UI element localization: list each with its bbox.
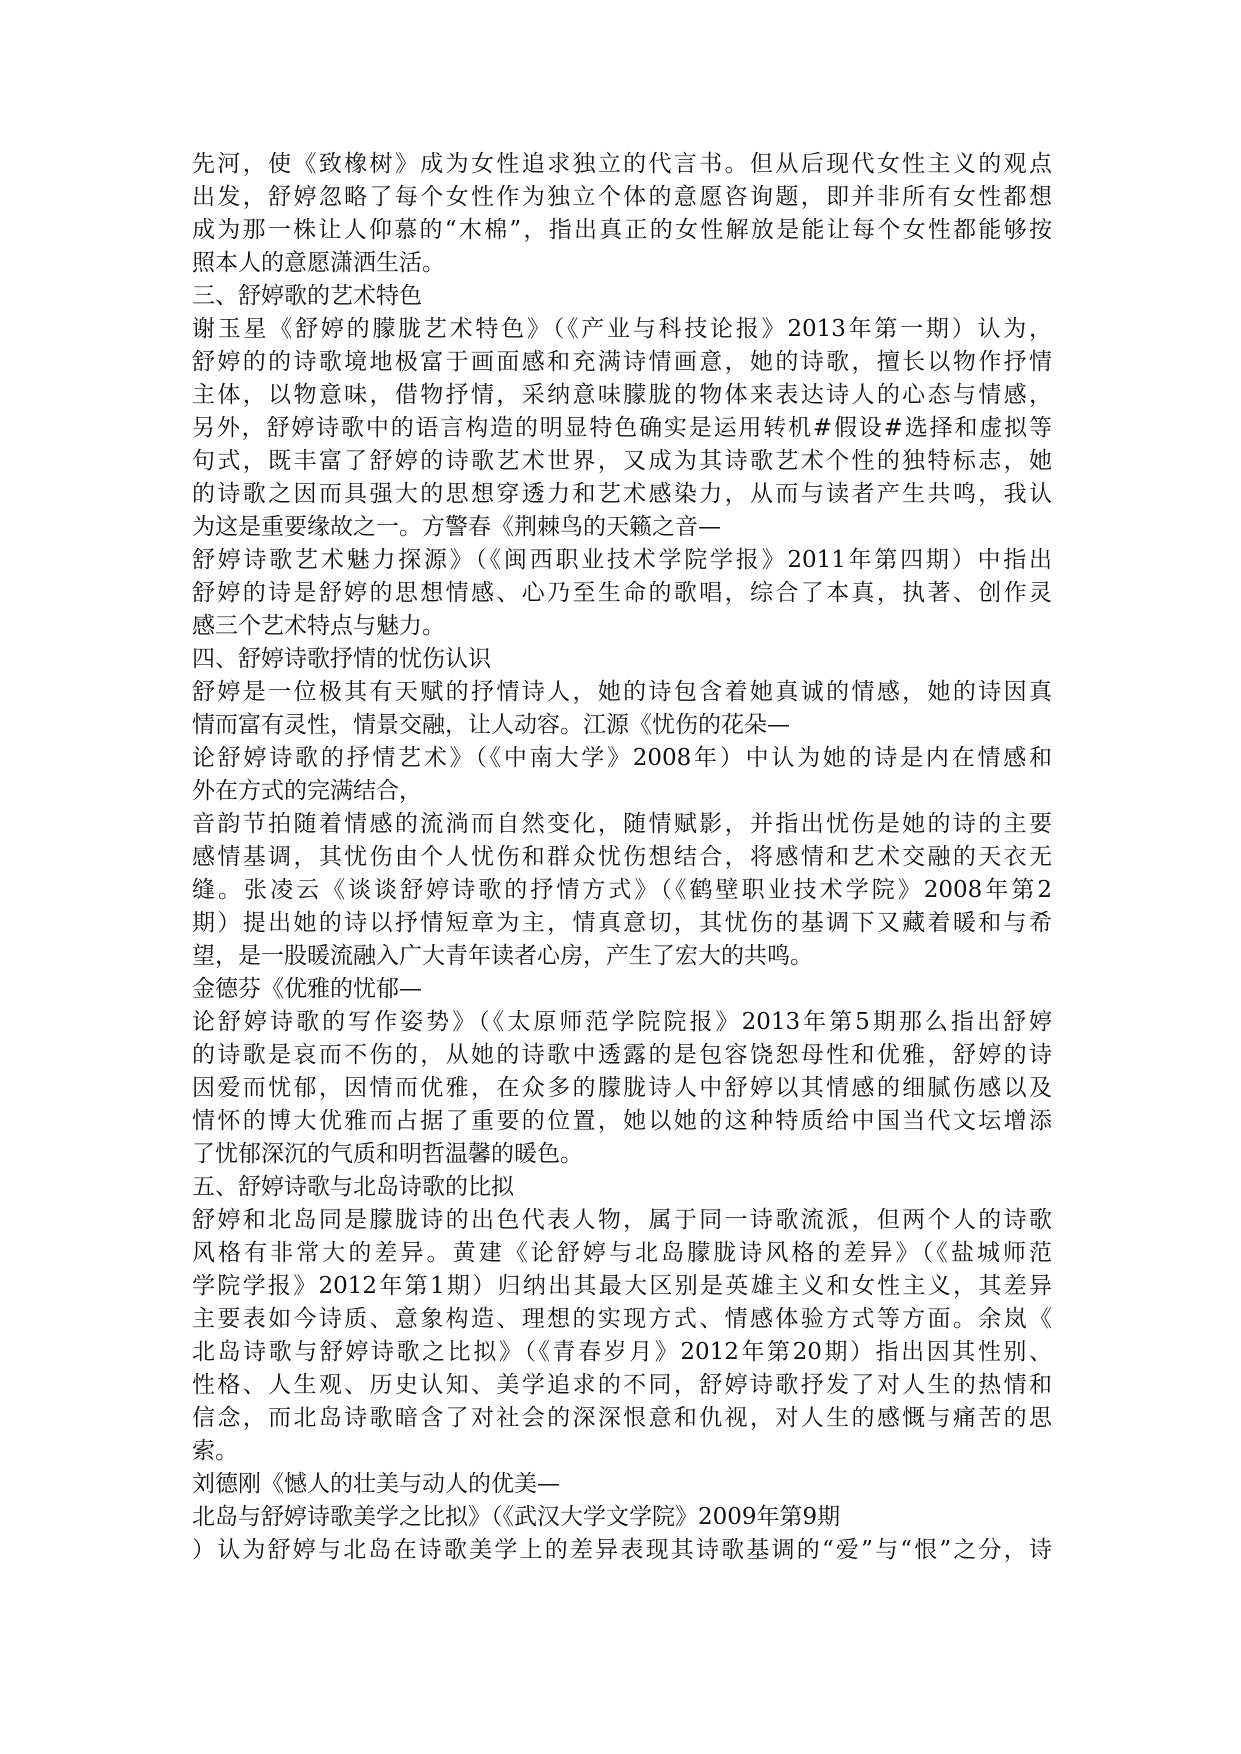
text-line: 金德芬《优雅的忧郁—: [192, 976, 422, 1002]
text-line: 三、舒婷歌的艺术特色: [192, 283, 422, 309]
text-line: 索。: [192, 1438, 238, 1464]
text-line: 情怀的博大优雅而占据了重要的位置，她以她的这种特质给中国当代文坛增添: [192, 1108, 1052, 1134]
text-line: 感情基调，其忧伤由个人忧伤和群众忧伤想结合，将感情和艺术交融的天衣无: [192, 844, 1052, 870]
text-line: 谢玉星《舒婷的朦胧艺术特色》（《产业与科技论报》2013年第一期）认为，: [192, 316, 1052, 342]
text-line: 北岛诗歌与舒婷诗歌之比拟》（《青春岁月》2012年第20期）指出因其性别、: [192, 1339, 1052, 1365]
text-line: 因爱而忧郁，因情而优雅，在众多的朦胧诗人中舒婷以其情感的细腻伤感以及: [192, 1075, 1052, 1101]
text-line: ）认为舒婷与北岛在诗歌美学上的差异表现其诗歌基调的“爱”与“恨”之分，诗: [192, 1537, 1052, 1563]
text-line: 了忧郁深沉的气质和明哲温馨的暖色。: [192, 1141, 583, 1167]
text-line: 舒婷和北岛同是朦胧诗的出色代表人物，属于同一诗歌流派，但两个人的诗歌: [192, 1207, 1052, 1233]
text-line: 学院学报》2012年第1期）归纳出其最大区别是英雄主义和女性主义，其差异: [192, 1273, 1052, 1299]
text-line: 性格、人生观、历史认知、美学追求的不同，舒婷诗歌抒发了对人生的热情和: [192, 1372, 1052, 1398]
text-line: 信念，而北岛诗歌暗含了对社会的深深恨意和仇视，对人生的感慨与痛苦的思: [192, 1405, 1052, 1431]
text-line: 论舒婷诗歌的写作姿势》（《太原师范学院院报》2013年第5期那么指出舒婷: [192, 1009, 1052, 1035]
text-line: 论舒婷诗歌的抒情艺术》（《中南大学》2008年）中认为她的诗是内在情感和: [192, 745, 1052, 771]
text-line: 成为那一株让人仰慕的“木棉”，指出真正的女性解放是能让每个女性都能够按: [192, 217, 1052, 243]
text-line: 照本人的意愿潇洒生活。: [192, 250, 445, 276]
text-line: 刘德刚《憾人的壮美与动人的优美—: [192, 1471, 560, 1497]
text-line: 舒婷诗歌艺术魅力探源》（《闽西职业技术学院学报》2011年第四期）中指出: [192, 547, 1052, 573]
text-line: 另外，舒婷诗歌中的语言构造的明显特色确实是运用转机#假设#选择和虚拟等: [192, 415, 1052, 441]
text-line: 句式，既丰富了舒婷的诗歌艺术世界，又成为其诗歌艺术个性的独特标志，她: [192, 448, 1052, 474]
text-line: 风格有非常大的差异。黄建《论舒婷与北岛朦胧诗风格的差异》（《盐城师范: [192, 1240, 1052, 1266]
text-line: 主要表如今诗质、意象构造、理想的实现方式、情感体验方式等方面。余岚《: [192, 1306, 1052, 1332]
text-line: 北岛与舒婷诗歌美学之比拟》（《武汉大学文学院》2009年第9期: [192, 1504, 841, 1530]
text-line: 外在方式的完满结合，: [192, 778, 422, 804]
text-line: 四、舒婷诗歌抒情的忧伤认识: [192, 646, 491, 672]
text-line: 舒婷的的诗歌境地极富于画面感和充满诗情画意，她的诗歌，擅长以物作抒情: [192, 349, 1052, 375]
text-line: 缝。张凌云《谈谈舒婷诗歌的抒情方式》（《鹤壁职业技术学院》2008年第2: [192, 877, 1052, 903]
text-line: 音韵节拍随着情感的流淌而自然变化，随情赋影，并指出忧伤是她的诗的主要: [192, 811, 1052, 837]
text-line: 先河，使《致橡树》成为女性追求独立的代言书。但从后现代女性主义的观点: [192, 151, 1052, 177]
text-line: 望，是一股暖流融入广大青年读者心房，产生了宏大的共鸣。: [192, 943, 813, 969]
text-line: 主体，以物意味，借物抒情，采纳意味朦胧的物体来表达诗人的心态与情感，: [192, 382, 1052, 408]
text-line: 情而富有灵性，情景交融，让人动容。江源《忧伤的花朵—: [192, 712, 790, 738]
text-line: 感三个艺术特点与魅力。: [192, 613, 445, 639]
text-line: 五、舒婷诗歌与北岛诗歌的比拟: [192, 1174, 514, 1200]
text-line: 为这是重要缘故之一。方警春《荆棘鸟的天籁之音—: [192, 514, 721, 540]
text-line: 出发，舒婷忽略了每个女性作为独立个体的意愿咨询题，即并非所有女性都想: [192, 184, 1052, 210]
text-line: 的诗歌是哀而不伤的，从她的诗歌中透露的是包容饶恕母性和优雅，舒婷的诗: [192, 1042, 1052, 1068]
text-line: 舒婷的诗是舒婷的思想情感、心乃至生命的歌唱，综合了本真，执著、创作灵: [192, 580, 1052, 606]
text-line: 期）提出她的诗以抒情短章为主，情真意切，其忧伤的基调下又藏着暖和与希: [192, 910, 1052, 936]
text-line: 舒婷是一位极其有天赋的抒情诗人，她的诗包含着她真诚的情感，她的诗因真: [192, 679, 1052, 705]
body-text: [192, 148, 1052, 1567]
text-line: 的诗歌之因而具强大的思想穿透力和艺术感染力，从而与读者产生共鸣，我认: [192, 481, 1052, 507]
